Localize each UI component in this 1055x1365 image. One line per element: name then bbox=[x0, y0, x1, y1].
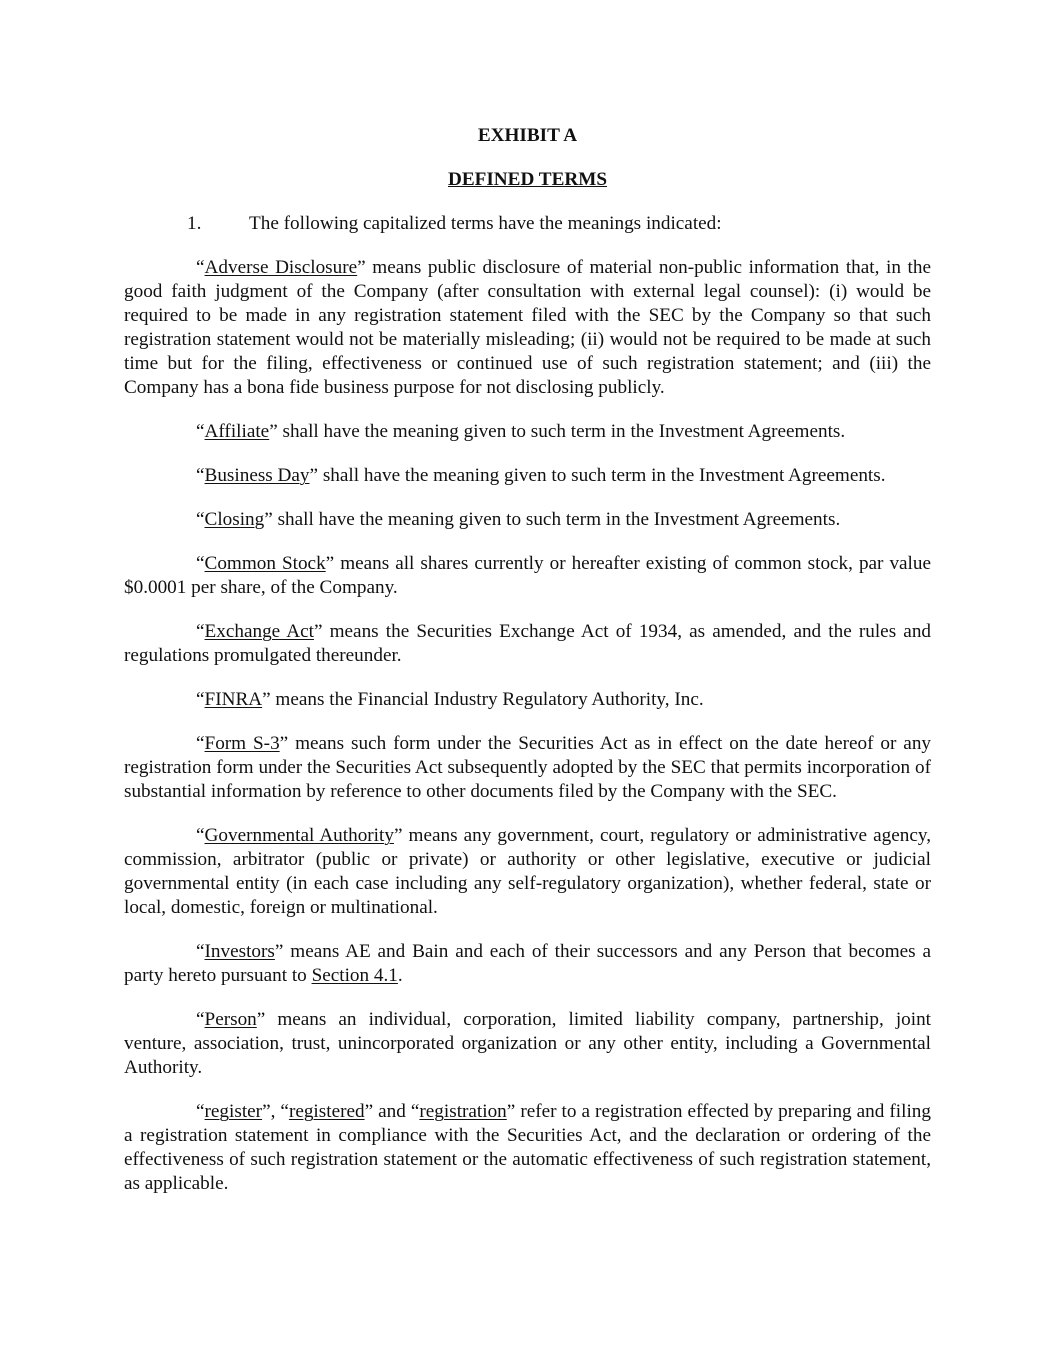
defined-term: FINRA bbox=[204, 689, 263, 710]
defined-term: Adverse Disclosure bbox=[204, 257, 358, 278]
definition-paragraph bbox=[124, 256, 931, 400]
definition-text: ” means the Financial Industry Regulatory Authority, Inc. bbox=[262, 689, 704, 710]
definition-text: “ bbox=[196, 621, 205, 642]
definition-text: ” shall have the meaning given to such term in the Investment Agreements. bbox=[309, 465, 886, 486]
definition-text: “ bbox=[196, 825, 205, 846]
definition-paragraph bbox=[124, 1100, 931, 1196]
definition-text: “ bbox=[196, 421, 205, 442]
definition-paragraph bbox=[124, 940, 931, 988]
definition-text: ” means such form under the Securities Act as in effect on the date hereof or any registration form under the Securities Act subsequently adopted by the SEC that permits incorporation of substantial information by reference to other documents filed by the Company with the SEC. bbox=[124, 733, 931, 802]
exhibit-title: EXHIBIT A bbox=[477, 125, 578, 146]
definition-text: ” shall have the meaning given to such term in the Investment Agreements. bbox=[269, 421, 846, 442]
definition-text: ” means all shares currently or hereafter existing of common stock, par value $0.0001 per share, of the Company. bbox=[124, 553, 931, 598]
definitions-list bbox=[124, 256, 931, 1196]
definition-paragraph bbox=[124, 552, 931, 600]
defined-term: register bbox=[204, 1101, 263, 1122]
definition-text: ” means the Securities Exchange Act of 1934, as amended, and the rules and regulations promulgated thereunder. bbox=[124, 621, 932, 666]
defined-term: Common Stock bbox=[204, 553, 326, 574]
definition-paragraph bbox=[124, 420, 931, 444]
definition-text: ” means public disclosure of material non-public information that, in the good faith judgment of the Company (after consultation with external legal counsel): (i) would be required to be made in any registration statement filed with the SEC by the Company so that such registration statement would not be materially misleading; (ii) would not be required to be made at such time but for the filing, effectiveness or continued use of such registration statement; and (iii) the Company has a bona fide business purpose for not disclosing publicly. bbox=[124, 257, 931, 398]
section-reference: Section 4.1 bbox=[311, 965, 398, 986]
intro-paragraph bbox=[124, 212, 931, 236]
definition-text: “ bbox=[196, 733, 205, 754]
definition-text: “ bbox=[196, 1009, 205, 1030]
definition-text: ” shall have the meaning given to such term in the Investment Agreements. bbox=[264, 509, 841, 530]
paragraph-number: 1. bbox=[187, 213, 202, 234]
section-title: DEFINED TERMS bbox=[447, 169, 608, 190]
definition-text: ” means AE and Bain and each of their successors and any Person that becomes a party hereto pursuant to bbox=[124, 941, 931, 986]
definition-text: ” refer to a registration effected by preparing and filing a registration statement in compliance with the Securities Act, and the declaration or ordering of the effectiveness of such registration statement or the automatic effectiveness of such registration statement, as applicable. bbox=[124, 1101, 931, 1194]
defined-term: Exchange Act bbox=[204, 621, 314, 642]
definition-text: “ bbox=[196, 465, 205, 486]
definition-text: “ bbox=[196, 941, 205, 962]
definition-text: “ bbox=[196, 689, 205, 710]
defined-term: Closing bbox=[204, 509, 265, 530]
definition-paragraph bbox=[124, 464, 931, 488]
definition-text: ” means any government, court, regulatory or administrative agency, commission, arbitrator (public or private) or authority or other legislative, executive or judicial governmental entity (in each case including any self-regulatory organization), whether federal, state or local, domestic, foreign or multinational. bbox=[124, 825, 931, 918]
intro-text: The following capitalized terms have the meanings indicated: bbox=[249, 213, 722, 234]
definition-text: “ bbox=[196, 257, 205, 278]
document-page bbox=[124, 124, 931, 1216]
defined-term: registration bbox=[419, 1101, 507, 1122]
definition-text: ”, “ bbox=[262, 1101, 289, 1122]
defined-term: Affiliate bbox=[204, 421, 270, 442]
definition-text: ” and “ bbox=[364, 1101, 420, 1122]
defined-term: Investors bbox=[204, 941, 275, 962]
defined-term: Governmental Authority bbox=[204, 825, 394, 846]
definition-text: “ bbox=[196, 509, 205, 530]
defined-term: Person bbox=[204, 1009, 257, 1030]
definition-paragraph bbox=[124, 1008, 931, 1080]
definition-text: “ bbox=[196, 553, 205, 574]
definition-paragraph bbox=[124, 508, 931, 532]
defined-term: registered bbox=[288, 1101, 365, 1122]
definition-paragraph bbox=[124, 824, 931, 920]
definition-text: . bbox=[397, 965, 403, 986]
definition-text: “ bbox=[196, 1101, 205, 1122]
definition-paragraph bbox=[124, 688, 931, 712]
definition-paragraph bbox=[124, 620, 931, 668]
definition-paragraph bbox=[124, 732, 931, 804]
definition-text: ” means an individual, corporation, limited liability company, partnership, joint venture, association, trust, unincorporated organization or any other entity, including a Governmental Authority. bbox=[124, 1009, 931, 1078]
defined-term: Form S-3 bbox=[204, 733, 280, 754]
defined-term: Business Day bbox=[204, 465, 310, 486]
